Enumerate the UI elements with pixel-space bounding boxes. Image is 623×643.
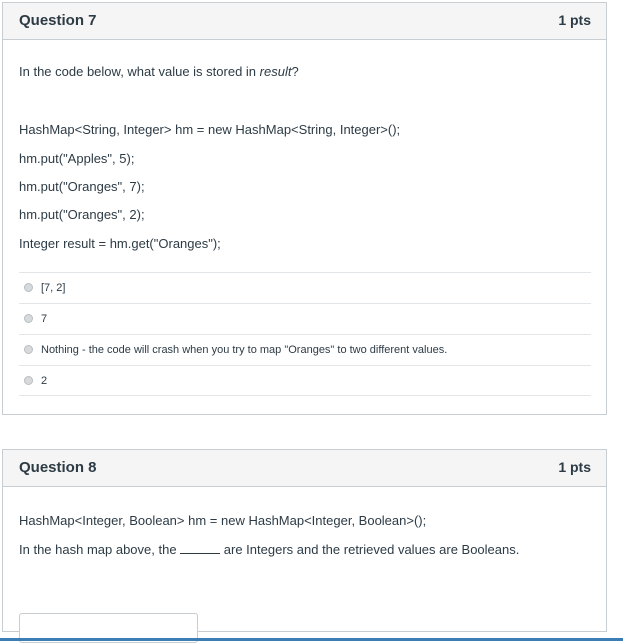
radio-button[interactable]	[24, 314, 33, 323]
prompt-variable: result	[259, 64, 292, 79]
answer-label[interactable]: 7	[41, 313, 48, 325]
question-8-points: 1 pts	[558, 459, 591, 475]
answer-list	[19, 272, 591, 396]
radio-button[interactable]	[24, 376, 33, 385]
code-line: HashMap<String, Integer> hm = new HashMap<String, Integer>();	[19, 122, 401, 137]
answer-option[interactable]	[19, 334, 591, 365]
answer-label[interactable]: [7, 2]	[41, 282, 66, 294]
answer-option[interactable]	[19, 365, 591, 396]
blank-line	[180, 541, 220, 554]
code-line: Integer result = hm.get("Oranges");	[19, 236, 221, 251]
question-8-card	[2, 449, 607, 632]
question-8-title: Question 8	[19, 459, 97, 476]
answer-label[interactable]: Nothing - the code will crash when you try to map "Oranges" to two different values.	[41, 344, 448, 356]
answer-option[interactable]	[19, 272, 591, 303]
prompt-text: In the code below, what value is stored in	[19, 64, 260, 79]
radio-button[interactable]	[24, 345, 33, 354]
prompt-suffix: ?	[291, 64, 299, 79]
question-7-card	[2, 2, 607, 415]
code-line: hm.put("Oranges", 7);	[19, 179, 145, 194]
question-7-points: 1 pts	[558, 12, 591, 28]
radio-button[interactable]	[24, 283, 33, 292]
question-7-header	[3, 3, 606, 40]
question-7-prompt	[19, 64, 299, 79]
question-7-title: Question 7	[19, 12, 97, 29]
code-line: HashMap<Integer, Boolean> hm = new HashMap<Integer, Boolean>();	[19, 513, 427, 528]
question-8-sentence	[19, 541, 519, 557]
answer-option[interactable]	[19, 303, 591, 334]
answer-label[interactable]: 2	[41, 375, 48, 387]
sentence-end: are Integers and the retrieved values are Booleans.	[220, 542, 520, 557]
code-line: hm.put("Oranges", 2);	[19, 207, 145, 222]
code-line: hm.put("Apples", 5);	[19, 151, 135, 166]
question-8-header	[3, 450, 606, 487]
sentence-start: In the hash map above, the	[19, 542, 181, 557]
